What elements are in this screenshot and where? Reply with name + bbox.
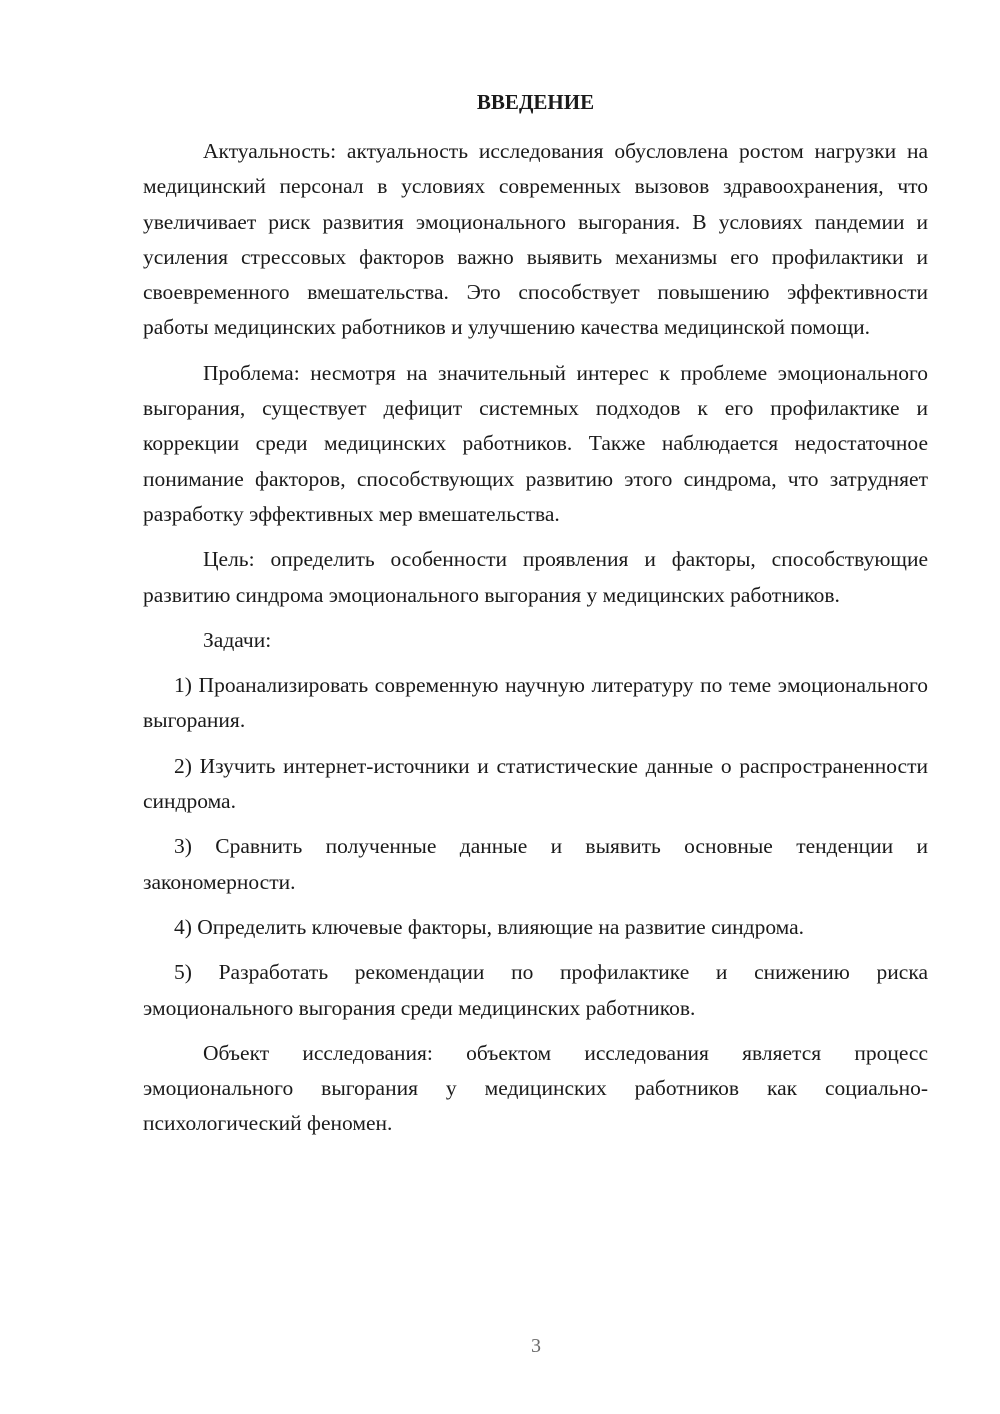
- goal-paragraph: Цель: определить особенности проявления и факторы, способствующие развитию синдрома эмоционального выгорания у медицинских работников.: [143, 547, 928, 607]
- document-page: [143, 90, 928, 1152]
- relevance-paragraph: Актуальность: актуальность исследования обусловлена ростом нагрузки на медицинский персонал в условиях современных вызовов здравоохранения, что увеличивает риск развития эмоционального выгорания. В условиях пандемии и усиления стрессовых факторов важно выявить механизмы его профилактики и своевременного вмешательства. Это способствует повышению эффективности работы медицинских работников и улучшению качества медицинской помощи.: [143, 139, 928, 340]
- problem-paragraph: Проблема: несмотря на значительный интерес к проблеме эмоционального выгорания, существует дефицит системных подходов к его профилактике и коррекции среди медицинских работников. Также наблюдается недостаточное понимание факторов, способствующих развитию этого синдрома, что затрудняет разработку эффективных мер вмешательства.: [143, 360, 928, 526]
- task-item-3: 3) Сравнить полученные данные и выявить основные тенденции и закономерности.: [143, 834, 928, 894]
- section-title: ВВЕДЕНИЕ: [476, 90, 595, 114]
- task-item-5: 5) Разработать рекомендации по профилактике и снижению риска эмоционального выгорания среди медицинских работников.: [143, 960, 928, 1020]
- task-item-4: 4) Определить ключевые факторы, влияющие на развитие синдрома.: [174, 914, 805, 939]
- task-item-2: 2) Изучить интернет-источники и статистические данные о распространенности синдрома.: [143, 753, 928, 814]
- page-number: 3: [531, 1335, 541, 1357]
- task-item-1: 1) Проанализировать современную научную литературу по теме эмоционального выгорания.: [143, 673, 928, 733]
- object-paragraph: Объект исследования: объектом исследования является процесс эмоционального выгорания у медицинских работников как социально-психологический феномен.: [143, 1040, 928, 1136]
- tasks-heading: Задачи:: [203, 627, 272, 652]
